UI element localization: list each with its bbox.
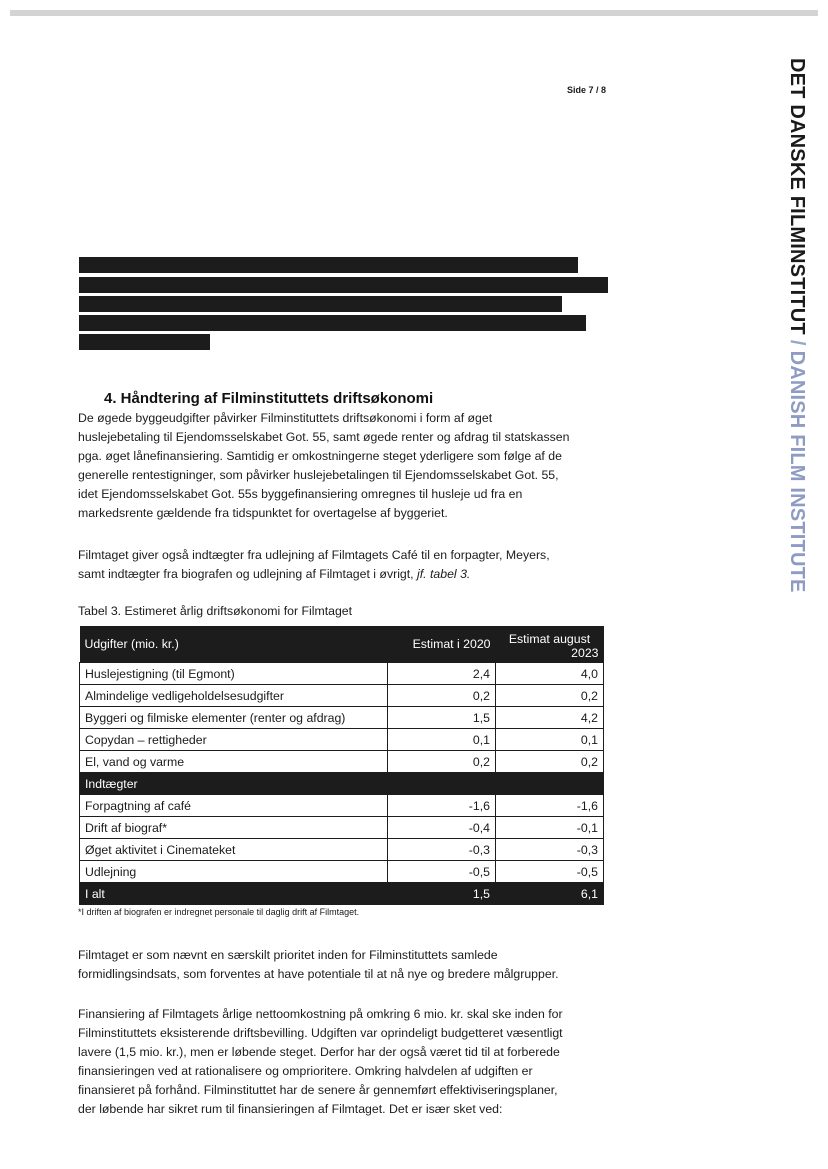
- logo-english-name: DANISH FILM INSTITUTE: [786, 350, 808, 593]
- header-line: 2023: [571, 646, 599, 660]
- header-line: Estimat august: [508, 632, 591, 646]
- value-2023: -0,1: [496, 817, 604, 839]
- text-line: lavere (1,5 mio. kr.), men er løbende steget. Derfor har der også været tid til at forberede: [78, 1045, 560, 1059]
- page-number: Side 7 / 8: [567, 85, 607, 95]
- row-label: Drift af biograf*: [80, 817, 388, 839]
- value-2023: 0,2: [496, 685, 604, 707]
- value-2023: -1,6: [496, 795, 604, 817]
- section-heading: 4. Håndtering af Filminstituttets driftsøkonomi: [104, 390, 434, 407]
- redaction-bar: [79, 257, 578, 273]
- paragraph-income: [78, 546, 618, 584]
- total-2020: 1,5: [388, 883, 496, 905]
- value-2023: -0,5: [496, 861, 604, 883]
- redaction-bar: [79, 334, 210, 350]
- text-line: formidlingsindsats, som forventes at have potentiale til at nå nye og bredere målgrupper.: [78, 967, 559, 981]
- table-row: [80, 795, 604, 817]
- column-header-estimate-2023: [496, 626, 604, 663]
- row-label: Copydan – rettigheder: [80, 729, 388, 751]
- table-row: [80, 729, 604, 751]
- text-line: der løbende har sikret rum til finansieringen af Filmtaget. Det er især sket ved:: [78, 1102, 503, 1116]
- value-2020: -1,6: [388, 795, 496, 817]
- redaction-bar: [79, 296, 562, 312]
- row-label: Forpagtning af café: [80, 795, 388, 817]
- value-2020: 0,1: [388, 729, 496, 751]
- text-line: generelle rentestigninger, som påvirker huslejebetalingen til Ejendomsselskabet Got. 55,: [78, 468, 559, 482]
- text-line: De øgede byggeudgifter påvirker Filminstituttets driftsøkonomi i form af øget: [78, 411, 493, 425]
- total-label: I alt: [80, 883, 388, 905]
- income-section-header: [80, 773, 604, 795]
- text-span: samt indtægter fra biografen og udlejning af Filmtaget i øvrigt,: [78, 567, 418, 581]
- table-row: [80, 685, 604, 707]
- table-row: [80, 707, 604, 729]
- text-line: Filminstituttets eksisterende driftsbevilling. Udgiften var oprindeligt budgetteret væsentligt: [78, 1026, 563, 1040]
- row-label: Almindelige vedligeholdelsesudgifter: [80, 685, 388, 707]
- table-caption: Tabel 3. Estimeret årlig driftsøkonomi for Filmtaget: [78, 604, 353, 618]
- column-header-expenses: Udgifter (mio. kr.): [80, 626, 388, 663]
- text-line: huslejebetaling til Ejendomsselskabet Got. 55, samt øgede renter og afdrag til statskassen: [78, 430, 570, 444]
- table-header-row: [80, 626, 604, 663]
- value-2020: 0,2: [388, 685, 496, 707]
- top-edge-bar: [10, 10, 818, 16]
- text-line: markedsrente gældende fra tidspunktet for overtagelse af byggeriet.: [78, 506, 448, 520]
- paragraph-operating-economy: [78, 409, 618, 523]
- column-header-estimate-2020: Estimat i 2020: [388, 626, 496, 663]
- value-2020: -0,5: [388, 861, 496, 883]
- table-row: [80, 663, 604, 685]
- table-row: [80, 751, 604, 773]
- value-2020: -0,3: [388, 839, 496, 861]
- text-line: finansieret på forhånd. Filminstituttet har de senere år gennemført effektiviseringsplaner,: [78, 1083, 558, 1097]
- row-label: El, vand og varme: [80, 751, 388, 773]
- row-label: Øget aktivitet i Cinemateket: [80, 839, 388, 861]
- text-line: pga. øget lånefinansiering. Samtidig er omkostningerne steget yderligere som følge af de: [78, 449, 562, 463]
- table-row: [80, 839, 604, 861]
- text-line: idet Ejendomsselskabet Got. 55s byggefinansiering omregnes til husleje ud fra en: [78, 487, 523, 501]
- logo-danish-name: DET DANSKE FILMINSTITUT: [786, 58, 808, 335]
- redaction-bar: [79, 277, 608, 293]
- table-row: [80, 817, 604, 839]
- row-label: Udlejning: [80, 861, 388, 883]
- section-label: Indtægter: [80, 773, 604, 795]
- value-2023: -0,3: [496, 839, 604, 861]
- paragraph-priority: [78, 946, 618, 984]
- institute-logo: [785, 58, 808, 593]
- text-line: [78, 565, 618, 584]
- value-2020: 2,4: [388, 663, 496, 685]
- total-row: [80, 883, 604, 905]
- logo-separator: /: [786, 339, 808, 346]
- row-label: Byggeri og filmiske elementer (renter og afdrag): [80, 707, 388, 729]
- value-2023: 4,0: [496, 663, 604, 685]
- text-line: Finansiering af Filmtagets årlige nettoomkostning på omkring 6 mio. kr. skal ske inden for: [78, 1007, 563, 1021]
- table-footnote: *I driften af biografen er indregnet personale til daglig drift af Filmtaget.: [78, 907, 360, 917]
- operating-economy-table: [79, 626, 604, 905]
- table-reference: jf. tabel 3.: [417, 567, 471, 581]
- text-line: Filmtaget er som nævnt en særskilt prioritet inden for Filminstituttets samlede: [78, 948, 498, 962]
- value-2020: 0,2: [388, 751, 496, 773]
- value-2023: 0,1: [496, 729, 604, 751]
- value-2020: 1,5: [388, 707, 496, 729]
- value-2023: 0,2: [496, 751, 604, 773]
- total-2023: 6,1: [496, 883, 604, 905]
- value-2023: 4,2: [496, 707, 604, 729]
- text-line: Filmtaget giver også indtægter fra udlejning af Filmtagets Café til en forpagter, Meyers,: [78, 548, 550, 562]
- table-row: [80, 861, 604, 883]
- paragraph-financing: [78, 1005, 618, 1119]
- row-label: Huslejestigning (til Egmont): [80, 663, 388, 685]
- redaction-bar: [79, 315, 586, 331]
- text-line: finansieringen ved at rationalisere og omprioritere. Omkring halvdelen af udgiften er: [78, 1064, 533, 1078]
- value-2020: -0,4: [388, 817, 496, 839]
